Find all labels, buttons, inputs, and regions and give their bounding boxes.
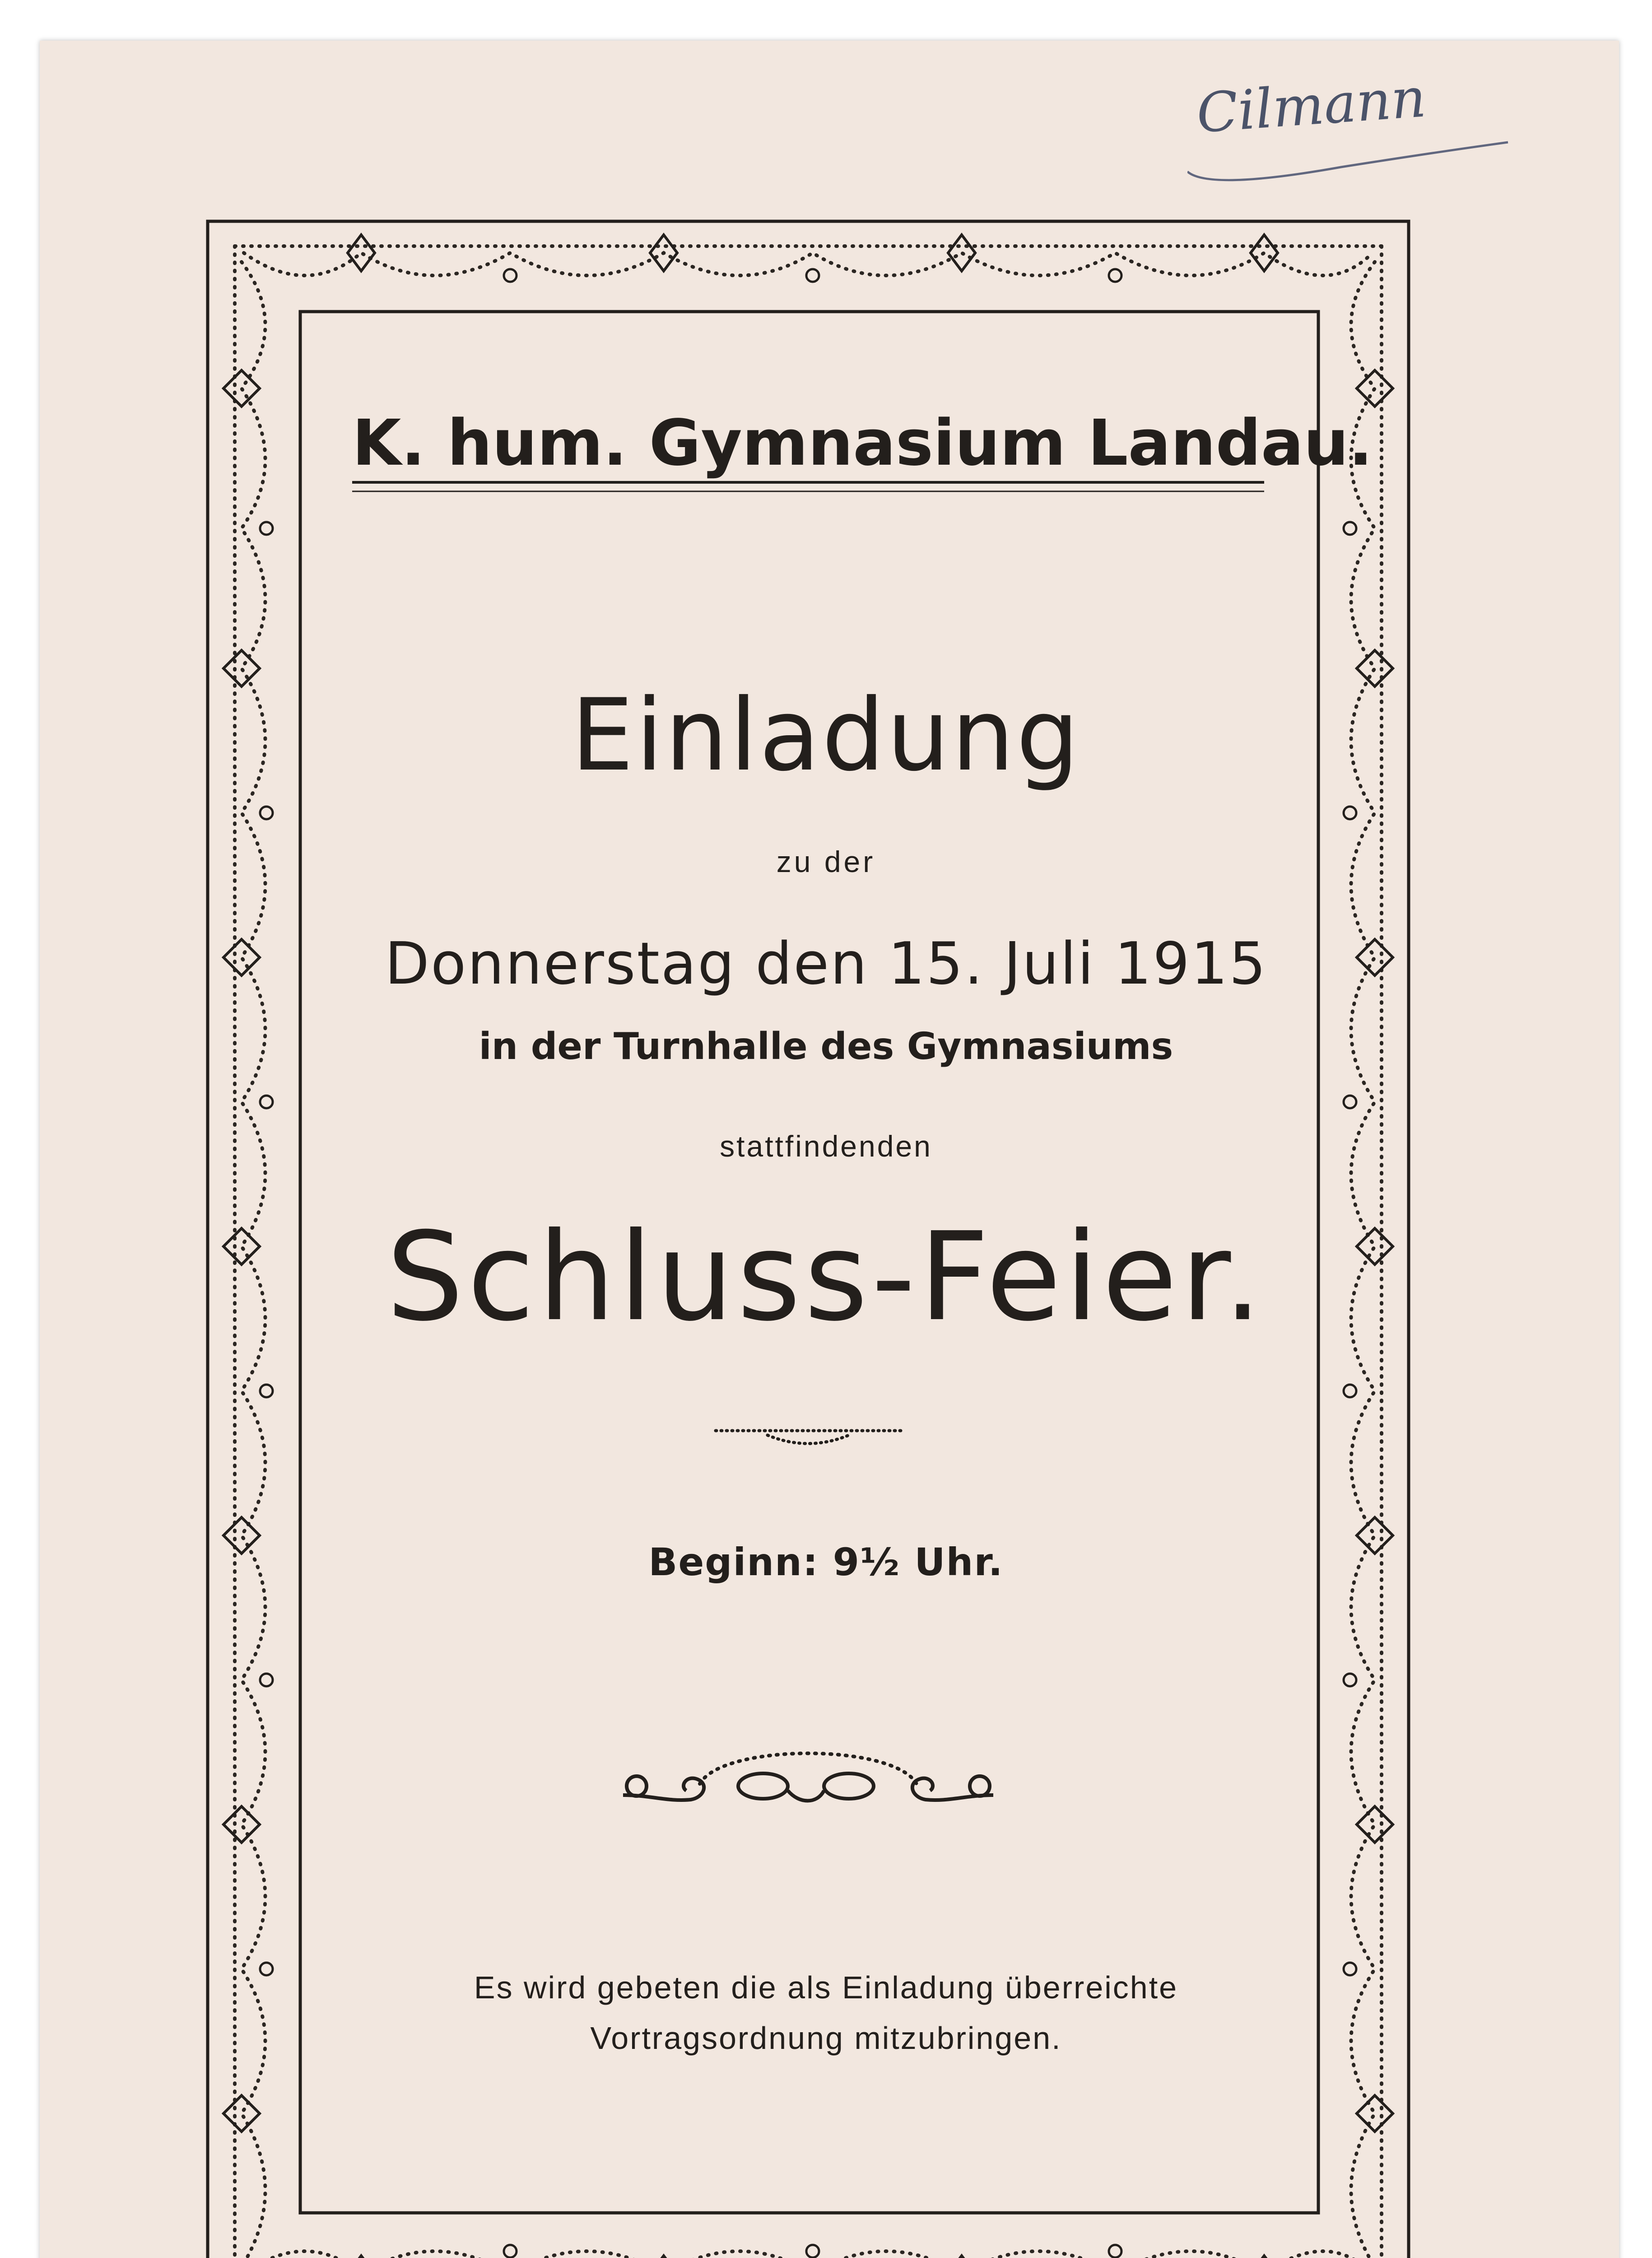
connector-text-2: stattfindenden [720,1129,932,1163]
closing-note-line-2: Vortragsordnung mitzubringen. [590,2020,1062,2056]
invitation-heading: Einladung [571,677,1081,793]
connector-text: zu der [776,845,876,878]
closing-note [0,1962,1652,2063]
closing-note-line-1: Es wird gebeten die als Einladung überreichte [474,1970,1178,2005]
handwritten-annotation: Cilmann [1194,66,1428,145]
event-title: Schluss-Feier. [386,1206,1266,1348]
event-venue: in der Turnhalle des Gymnasiums [479,1025,1173,1068]
event-date: Donnerstag den 15. Juli 1915 [385,930,1267,998]
start-time: Beginn: 9½ Uhr. [648,1540,1004,1584]
school-title: K. hum. Gymnasium Landau. [352,406,1373,480]
